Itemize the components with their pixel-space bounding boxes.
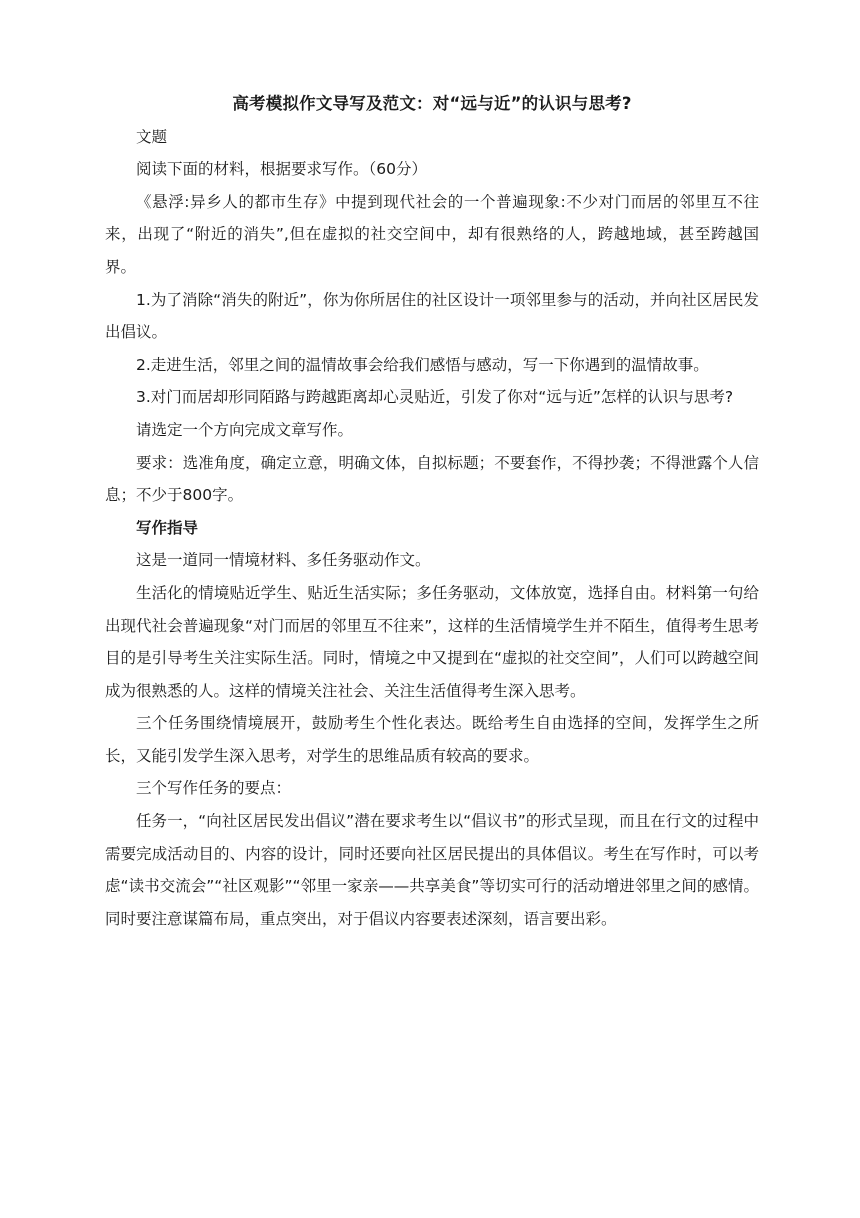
document-page <box>105 88 759 935</box>
guidance-context-paragraph: 生活化的情境贴近学生、贴近生活实际；多任务驱动，文体放宽，选择自由。材料第一句给出现代社会普遍现象“对门而居的邻里互不往来”，这样的生活情境学生并不陌生，值得考生思考目的是引导考生关注实际生活。同时，情境之中又提到在“虚拟的社交空间”，人们可以跨越空间成为很熟悉的人。这样的情境关注社会、关注生活值得考生深入思考。 <box>105 583 759 700</box>
guidance-tasks-paragraph: 三个任务围绕情境展开，鼓励考生个性化表达。既给考生自由选择的空间，发挥学生之所长，又能引发学生深入思考，对学生的思维品质有较高的要求。 <box>105 714 759 765</box>
task-one-guidance-paragraph: 任务一，“向社区居民发出倡议”潜在要求考生以“倡议书”的形式呈现，而且在行文的过程中需要完成活动目的、内容的设计，同时还要向社区居民提出的具体倡议。考生在写作时，可以考虑“读书交流会”“社区观影”“邻里一家亲——共享美食”等切实可行的活动增进邻里之间的感情。同时要注意谋篇布局，重点突出，对于倡议内容要表述深刻，语言要出彩。 <box>105 812 759 928</box>
section-heading-guidance: 写作指导 <box>136 518 199 537</box>
requirements-paragraph: 要求：选准角度，确定立意，明确文体，自拟标题；不要套作，不得抄袭；不得泄露个人信息；不少于800字。 <box>105 453 759 505</box>
task-points-heading: 三个写作任务的要点： <box>136 779 292 798</box>
task-1-paragraph: 1.为了消除“消失的附近”，你为你所居住的社区设计一项邻里参与的活动，并向社区居民发出倡议。 <box>105 290 759 342</box>
guidance-intro-paragraph: 这是一道同一情境材料、多任务驱动作文。 <box>136 551 431 570</box>
instruction-paragraph: 阅读下面的材料，根据要求写作。（60分） <box>136 160 427 179</box>
choose-direction-paragraph: 请选定一个方向完成文章写作。 <box>136 420 354 439</box>
material-paragraph: 《悬浮:异乡人的都市生存》中提到现代社会的一个普遍现象:不少对门而居的邻里互不往来，出现了“附近的消失”,但在虚拟的社交空间中，却有很熟络的人，跨越地域，甚至跨越国界。 <box>105 192 759 276</box>
task-3-paragraph: 3.对门而居却形同陌路与跨越距离却心灵贴近，引发了你对“远与近”怎样的认识与思考? <box>136 388 734 407</box>
section-label-prompt: 文题 <box>136 127 168 146</box>
document-title: 高考模拟作文导写及范文：对“远与近”的认识与思考? <box>232 94 632 113</box>
task-2-paragraph: 2.走进生活，邻里之间的温情故事会给我们感悟与感动，写一下你遇到的温情故事。 <box>136 355 709 374</box>
